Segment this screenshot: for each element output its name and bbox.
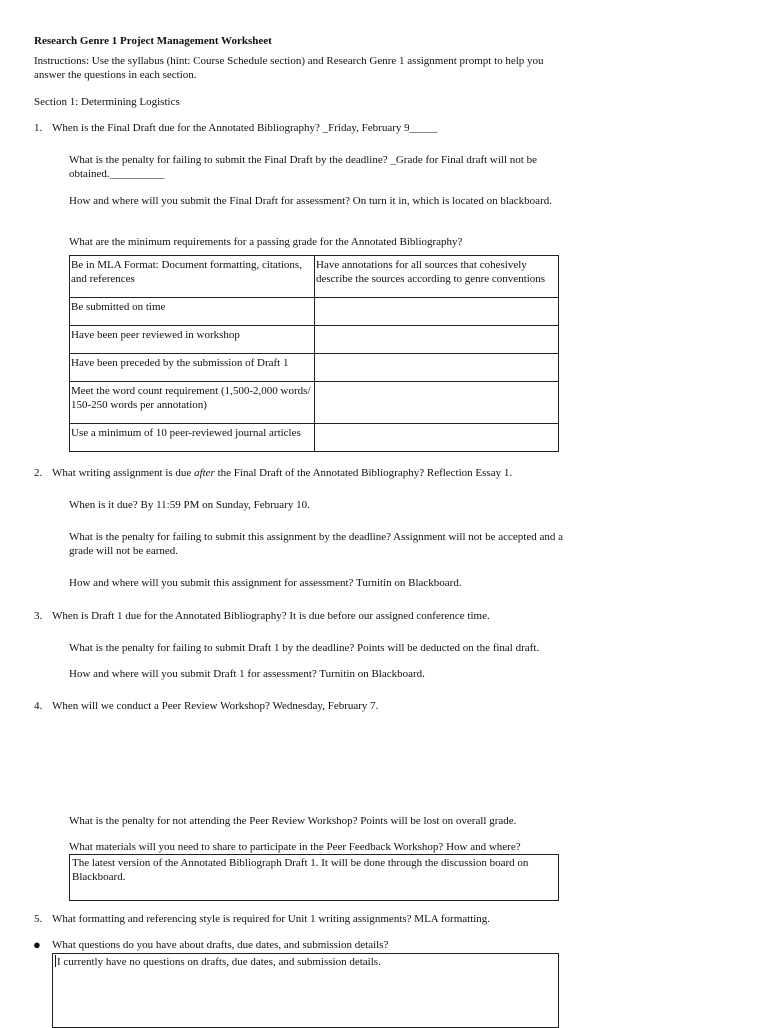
- bullet-answer-box[interactable]: [52, 953, 559, 1028]
- question-1-penalty[interactable]: What is the penalty for failing to submit the Final Draft by the deadline? _Grade for Final draft will not be obtained.__________: [69, 154, 537, 180]
- question-4-text[interactable]: When will we conduct a Peer Review Workshop? Wednesday, February 7.: [52, 700, 379, 712]
- table-row: [70, 298, 559, 326]
- question-1-text[interactable]: When is the Final Draft due for the Annotated Bibliography? _Friday, February 9_____: [52, 122, 438, 134]
- table-cell[interactable]: [315, 382, 559, 424]
- instructions-paragraph: Instructions: Use the syllabus (hint: Course Schedule section) and Research Genre 1 assignment prompt to help you answer the questions in each section.: [34, 55, 544, 81]
- question-2-when[interactable]: When is it due? By 11:59 PM on Sunday, February 10.: [69, 499, 310, 511]
- question-4-materials: What materials will you need to share to participate in the Peer Feedback Workshop? How and where?: [69, 841, 521, 853]
- bullet-answer-text: I currently have no questions on drafts, due dates, and submission details.: [57, 956, 381, 968]
- question-number: 4.: [34, 700, 43, 712]
- question-number: 2.: [34, 467, 43, 479]
- table-cell[interactable]: [315, 326, 559, 354]
- question-3-submit[interactable]: How and where will you submit Draft 1 for assessment? Turnitin on Blackboard.: [69, 668, 425, 680]
- question-5-text[interactable]: What formatting and referencing style is required for Unit 1 writing assignments? MLA formatting.: [52, 913, 491, 925]
- question-number: 1.: [34, 122, 43, 134]
- question-4-materials-answer-box[interactable]: The latest version of the Annotated Bibliograph Draft 1. It will be done through the discussion board on Blackboard.: [69, 854, 559, 901]
- table-cell[interactable]: Have been preceded by the submission of Draft 1: [70, 354, 315, 382]
- table-cell[interactable]: Have annotations for all sources that cohesively describe the sources according to genre conventions: [315, 256, 559, 298]
- requirements-table: [69, 255, 559, 452]
- table-cell[interactable]: [315, 298, 559, 326]
- table-cell[interactable]: Be in MLA Format: Document formatting, citations, and references: [70, 256, 315, 298]
- question-number: 5.: [34, 913, 43, 925]
- question-3-penalty[interactable]: What is the penalty for failing to submit Draft 1 by the deadline? Points will be deducted on the final draft.: [69, 642, 540, 654]
- bullet-question-text: What questions do you have about drafts, due dates, and submission details?: [52, 939, 389, 951]
- table-cell[interactable]: [315, 424, 559, 452]
- question-2-text-post: the Final Draft of the Annotated Bibliography? Reflection Essay 1.: [214, 467, 513, 479]
- table-cell[interactable]: [315, 354, 559, 382]
- question-1-submit[interactable]: How and where will you submit the Final Draft for assessment? On turn it in, which is located on blackboard.: [69, 195, 552, 207]
- table-row: [70, 382, 559, 424]
- table-cell[interactable]: Be submitted on time: [70, 298, 315, 326]
- table-cell[interactable]: Use a minimum of 10 peer-reviewed journal articles: [70, 424, 315, 452]
- question-2-text-emphasis: after: [194, 467, 215, 479]
- question-2-text-pre: What writing assignment is due: [52, 467, 195, 479]
- question-2-text[interactable]: [52, 466, 512, 480]
- table-row: [70, 354, 559, 382]
- table-row: [70, 424, 559, 452]
- question-2-penalty[interactable]: What is the penalty for failing to submit this assignment by the deadline? Assignment will not be accepted and a grade will not be earned.: [69, 531, 563, 557]
- section-heading: Section 1: Determining Logistics: [34, 96, 180, 108]
- text-cursor: [55, 955, 56, 967]
- question-2-submit[interactable]: How and where will you submit this assignment for assessment? Turnitin on Blackboard.: [69, 577, 462, 589]
- document-title: Research Genre 1 Project Management Worksheet: [34, 35, 272, 47]
- question-3-text[interactable]: When is Draft 1 due for the Annotated Bibliography? It is due before our assigned conference time.: [52, 610, 490, 622]
- table-row: [70, 256, 559, 298]
- table-cell[interactable]: Meet the word count requirement (1,500-2,000 words/ 150-250 words per annotation): [70, 382, 315, 424]
- question-1-min-requirements: What are the minimum requirements for a passing grade for the Annotated Bibliography?: [69, 236, 463, 248]
- question-number: 3.: [34, 610, 43, 622]
- table-cell[interactable]: Have been peer reviewed in workshop: [70, 326, 315, 354]
- question-4-penalty[interactable]: What is the penalty for not attending the Peer Review Workshop? Points will be lost on overall grade.: [69, 815, 517, 827]
- bullet-dot-icon: ●: [33, 937, 41, 952]
- table-row: [70, 326, 559, 354]
